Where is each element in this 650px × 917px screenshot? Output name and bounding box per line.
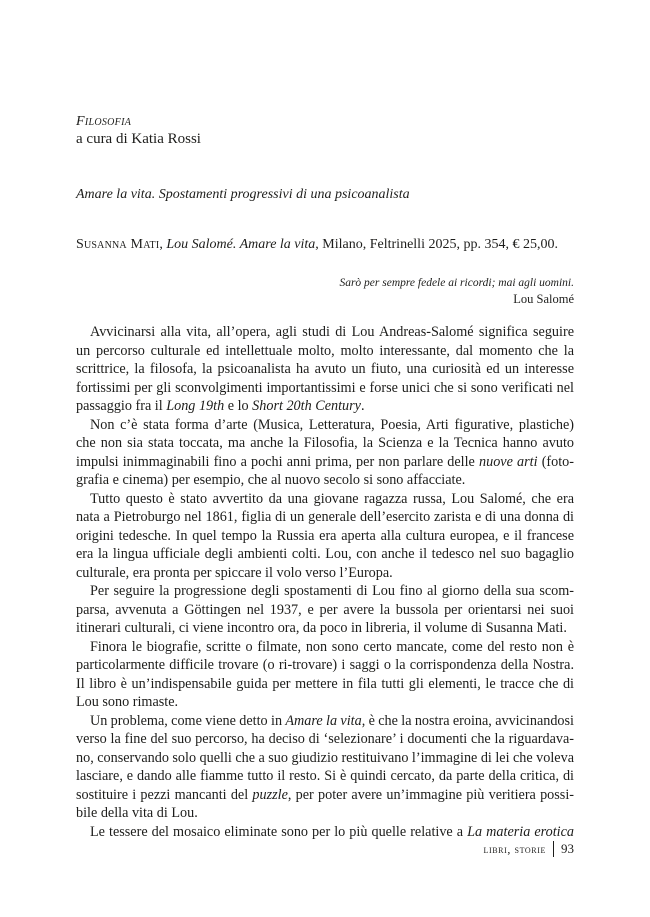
puzzle-term: puzzle xyxy=(252,786,288,803)
body-line: un percorso culturale ed intellettuale molto, molto interessante, dal momento che la xyxy=(76,342,574,359)
body-line: Un problema, come viene detto in Amare la vita, è che la nostra eroina, avvicinandosi xyxy=(90,712,574,729)
page-footer xyxy=(483,841,574,857)
body-line: fortissimi per gli sconvolgimenti importantissimi e forse unici che si sono verificati nel xyxy=(76,379,574,396)
nuove-arti-term: nuove arti xyxy=(479,453,538,470)
body-line: grafia e cinema) per esempio, che al nuovo secolo si sono affacciate. xyxy=(76,472,466,488)
body-line: particolarmente difficile trovare (o ri-trovare) i saggi o la corrispondenza della Nostra. xyxy=(76,657,574,673)
book-title: Lou Salomé. Amare la vita xyxy=(166,237,316,252)
body-line: scrittrice, la filosofa, la psicoanalista ha avuto un fiuto, una curiosità ed un interesse xyxy=(76,361,574,377)
section-label: Filosofia xyxy=(76,114,132,129)
body-line: culturale, era pronta per spiccare il volo verso l’Europa. xyxy=(76,564,393,581)
article-body xyxy=(76,323,574,841)
body-line: Avvicinarsi alla vita, all’opera, agli studi di Lou Andreas-Salomé significa seguire xyxy=(90,324,574,340)
curator-line: a cura di Katia Rossi xyxy=(76,131,201,147)
body-line: nata a Pietroburgo nel 1861, figlia di un generale dell’esercito zarista e di una donna di xyxy=(76,509,574,525)
body-line: passaggio fra il Long 19th e lo Short 20th Century. xyxy=(76,398,365,414)
long-19th-term: Long 19th xyxy=(166,398,225,414)
epigraph xyxy=(339,276,574,308)
body-line: bile della vita di Lou. xyxy=(76,805,198,821)
body-line: che non sia stata toccata, ma anche la Filosofia, la Scienza e la Tecnica hanno avuto xyxy=(76,435,574,451)
body-line: parsa, avvenuta a Göttingen nel 1937, e per avere la bussola per orientarsi nei suoi xyxy=(76,601,574,618)
body-line: era la lingua ufficiale degli ambienti colti. Lou, con anche il tedesco nel suo bagaglio xyxy=(76,546,574,562)
body-line: Tutto questo è stato avvertito da una giovane ragazza russa, Lou Salomé, che era xyxy=(90,490,574,507)
body-line: Finora le biografie, scritte o filmate, non sono certo mancate, come del resto non è xyxy=(90,638,574,655)
review-title: Amare la vita. Spostamenti progressivi di una psicoanalista xyxy=(76,187,410,202)
amare-la-vita-title: Amare la vita xyxy=(285,712,362,729)
body-line: no, conservando solo quelli che a suo giudizio restituivano l’immagine di lei che voleva xyxy=(76,749,574,766)
epigraph-author: Lou Salomé xyxy=(513,292,574,306)
book-author: Susanna Mati xyxy=(76,237,160,252)
body-line: itinerari culturali, ci viene incontro ora, da poco in libreria, il volume di Susanna Mati. xyxy=(76,620,567,636)
body-line: origini tedesche. In quel tempo la Russia era aperta alla cultura europea, e il francese xyxy=(76,527,574,544)
short-20th-century-term: Short 20th Century xyxy=(252,398,361,414)
body-line: impulsi inimmaginabili fino a pochi anni prima, per non parlare delle nuove arti (foto- xyxy=(76,453,575,470)
body-line: Il libro è un’indispensabile guida per mettere in fila tutti gli elementi, le tracce che di xyxy=(76,675,574,692)
body-line: Non c’è stata forma d’arte (Musica, Letteratura, Poesia, Arti figurative, plastiche) xyxy=(90,416,574,433)
page-number: 93 xyxy=(561,841,574,856)
body-line: Lou sono rimaste. xyxy=(76,694,179,710)
book-details: , Milano, Feltrinelli 2025, pp. 354, € 25,00. xyxy=(315,237,558,252)
running-title: libri, storie xyxy=(483,841,546,856)
footer-divider xyxy=(553,841,554,857)
epigraph-quote: Sarò per sempre fedele ai ricordi; mai agli uomini. xyxy=(339,277,574,289)
body-line: sostituire i pezzi mancanti del puzzle, per poter avere un’immagine più veritiera possi- xyxy=(76,786,574,803)
body-line: Per seguire la progressione degli spostamenti di Lou fino al giorno della sua scom- xyxy=(90,583,574,599)
body-line: lasciare, e dando alle fiamme tutto il resto. Si è quindi cercato, da parte della critica, di xyxy=(76,768,574,784)
body-line: Le tessere del mosaico eliminate sono per lo più quelle relative a La materia erotica xyxy=(90,823,574,840)
bibliographic-reference: Susanna Mati, Lou Salomé. Amare la vita, Milano, Feltrinelli 2025, pp. 354, € 25,00. xyxy=(76,237,558,252)
la-materia-erotica-title: La materia erotica xyxy=(467,823,574,840)
body-line: verso la fine del suo percorso, ha deciso di ‘selezionare’ i documenti che la riguardava- xyxy=(76,731,574,747)
